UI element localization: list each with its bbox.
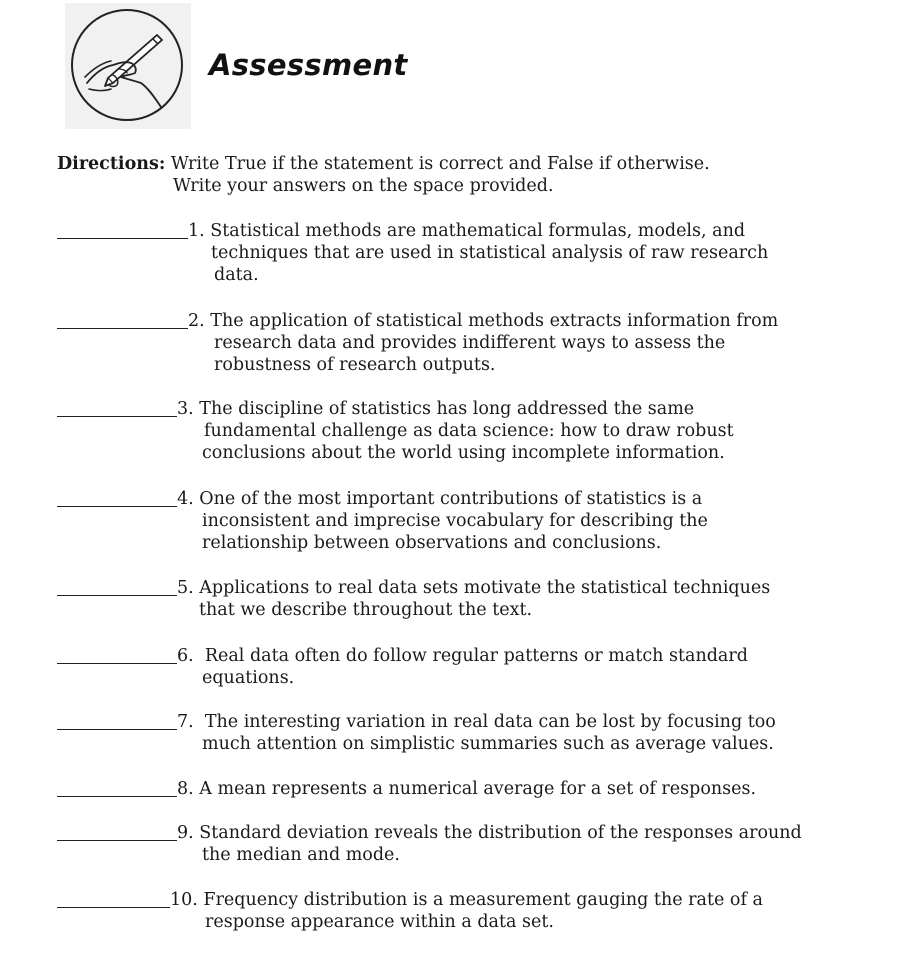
- directions-line-2: Write your answers on the space provided.: [173, 176, 554, 196]
- question-text: One of the most important contributions of statistics is a: [199, 489, 703, 509]
- question-item: [57, 778, 756, 800]
- question-text: Standard deviation reveals the distribution of the responses around: [199, 823, 802, 843]
- question-item: [57, 711, 776, 755]
- question-number: 8.: [177, 779, 194, 799]
- question-text: The application of statistical methods extracts information from: [210, 311, 779, 331]
- question-item: [57, 310, 778, 376]
- directions-line-1: Write True if the statement is correct and False if otherwise.: [170, 154, 710, 174]
- answer-blank[interactable]: [57, 780, 177, 797]
- question-text: conclusions about the world using incomplete information.: [202, 443, 725, 463]
- question-text: the median and mode.: [202, 845, 400, 865]
- question-number: 4.: [177, 489, 194, 509]
- question-text: Statistical methods are mathematical formulas, models, and: [210, 221, 746, 241]
- question-text: equations.: [202, 668, 295, 688]
- question-text: research data and provides indifferent ways to assess the: [214, 333, 726, 353]
- question-item: [57, 645, 748, 689]
- answer-blank[interactable]: [57, 222, 188, 239]
- question-text: A mean represents a numerical average for a set of responses.: [199, 779, 757, 799]
- question-text: fundamental challenge as data science: how to draw robust: [204, 421, 734, 441]
- directions: [57, 153, 710, 197]
- question-number: 10.: [170, 890, 198, 910]
- question-text: response appearance within a data set.: [205, 912, 554, 932]
- question-text: inconsistent and imprecise vocabulary for describing the: [202, 511, 708, 531]
- question-number: 7.: [177, 712, 194, 732]
- answer-blank[interactable]: [57, 400, 177, 417]
- question-item: [57, 398, 734, 464]
- directions-label: Directions:: [57, 154, 166, 174]
- answer-blank[interactable]: [57, 579, 177, 596]
- question-text: robustness of research outputs.: [214, 355, 496, 375]
- question-text: relationship between observations and conclusions.: [202, 533, 662, 553]
- question-number: 1.: [188, 221, 205, 241]
- answer-blank[interactable]: [57, 647, 177, 664]
- question-text: Real data often do follow regular patterns or match standard: [199, 646, 748, 666]
- question-text: The discipline of statistics has long addressed the same: [199, 399, 695, 419]
- question-number: 5.: [177, 578, 194, 598]
- question-text: Frequency distribution is a measurement gauging the rate of a: [203, 890, 763, 910]
- question-text: much attention on simplistic summaries such as average values.: [202, 734, 774, 754]
- answer-blank[interactable]: [57, 891, 170, 908]
- question-item: [57, 488, 708, 554]
- answer-blank[interactable]: [57, 312, 188, 329]
- page-title: Assessment: [209, 48, 408, 82]
- question-text: data.: [214, 265, 259, 285]
- question-number: 3.: [177, 399, 194, 419]
- hand-writing-pencil-icon: [65, 3, 191, 129]
- question-number: 6.: [177, 646, 194, 666]
- question-number: 9.: [177, 823, 194, 843]
- question-text: that we describe throughout the text.: [199, 600, 533, 620]
- answer-blank[interactable]: [57, 713, 177, 730]
- question-text: Applications to real data sets motivate the statistical techniques: [199, 578, 771, 598]
- question-item: [57, 220, 768, 286]
- answer-blank[interactable]: [57, 824, 177, 841]
- question-item: [57, 889, 763, 933]
- question-item: [57, 577, 770, 621]
- question-text: The interesting variation in real data can be lost by focusing too: [199, 712, 776, 732]
- question-number: 2.: [188, 311, 205, 331]
- answer-blank[interactable]: [57, 490, 177, 507]
- question-text: techniques that are used in statistical analysis of raw research: [211, 243, 769, 263]
- question-item: [57, 822, 802, 866]
